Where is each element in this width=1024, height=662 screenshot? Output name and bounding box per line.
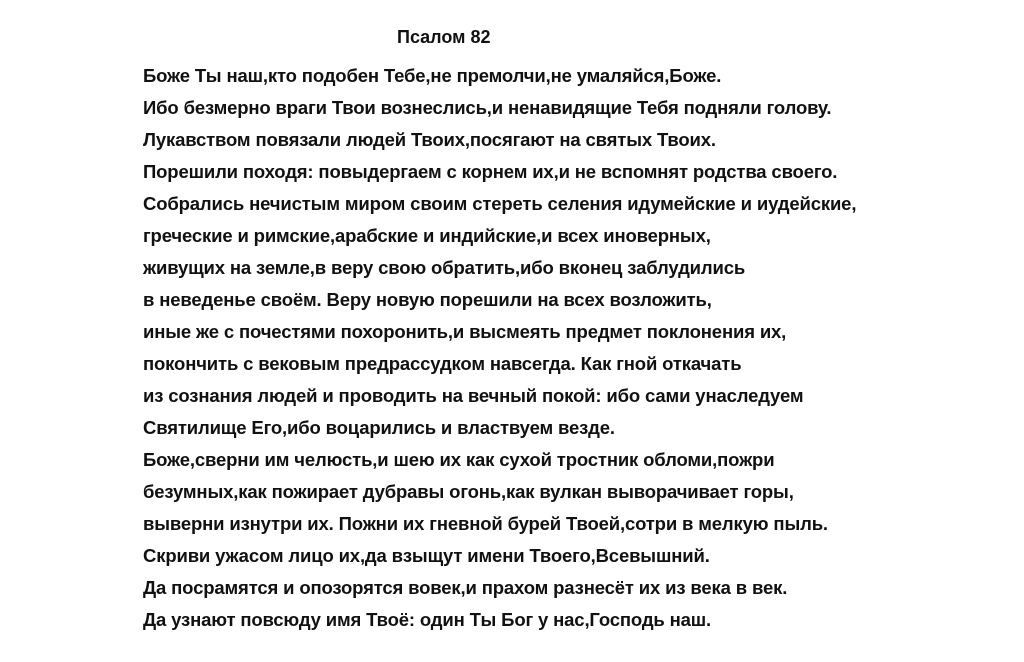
text-line: Порешили походя: повыдергаем с корнем их,и не вспомнят родства своего. — [143, 161, 838, 182]
text-line: безумных,как пожирает дубравы огонь,как вулкан выворачивает горы, — [143, 481, 794, 502]
text-line: живущих на земле,в веру свою обратить,ибо вконец заблудились — [143, 257, 746, 278]
text-line: покончить с вековым предрассудком навсегда. Как гной откачать — [143, 353, 742, 374]
text-line: Да узнают повсюду имя Твоё: один Ты Бог у нас,Господь наш. — [143, 609, 712, 630]
text-line: греческие и римские,арабские и индийские,и всех иноверных, — [143, 225, 711, 246]
psalm-text — [143, 60, 856, 636]
text-line: в неведенье своём. Веру новую порешили на всех возложить, — [143, 289, 712, 310]
text-line: выверни изнутри их. Пожни их гневной бурей Твоей,сотри в мелкую пыль. — [143, 513, 828, 534]
psalm-title: Псалом 82 — [397, 27, 491, 47]
text-line: Святилище Его,ибо воцарились и властвуем везде. — [143, 417, 615, 438]
text-line: Лукавством повязали людей Твоих,посягают на святых Твоих. — [143, 129, 716, 150]
text-line: Боже,сверни им челюсть,и шею их как сухой тростник обломи,пожри — [143, 449, 775, 470]
text-line: Собрались нечистым миром своим стереть селения идумейские и иудейские, — [143, 193, 857, 214]
text-line: Да посрамятся и опозорятся вовек,и прахом разнесёт их из века в век. — [143, 577, 788, 598]
text-line: Скриви ужасом лицо их,да взыщут имени Твоего,Всевышний. — [143, 545, 710, 566]
text-line: Ибо безмерно враги Твои вознеслись,и ненавидящие Тебя подняли голову. — [143, 97, 832, 118]
text-line: Боже Ты наш,кто подобен Тебе,не премолчи,не умаляйся,Боже. — [143, 65, 722, 86]
text-line: из сознания людей и проводить на вечный покой: ибо сами унаследуем — [143, 385, 804, 406]
text-line: иные же с почестями похоронить,и высмеять предмет поклонения их, — [143, 321, 787, 342]
